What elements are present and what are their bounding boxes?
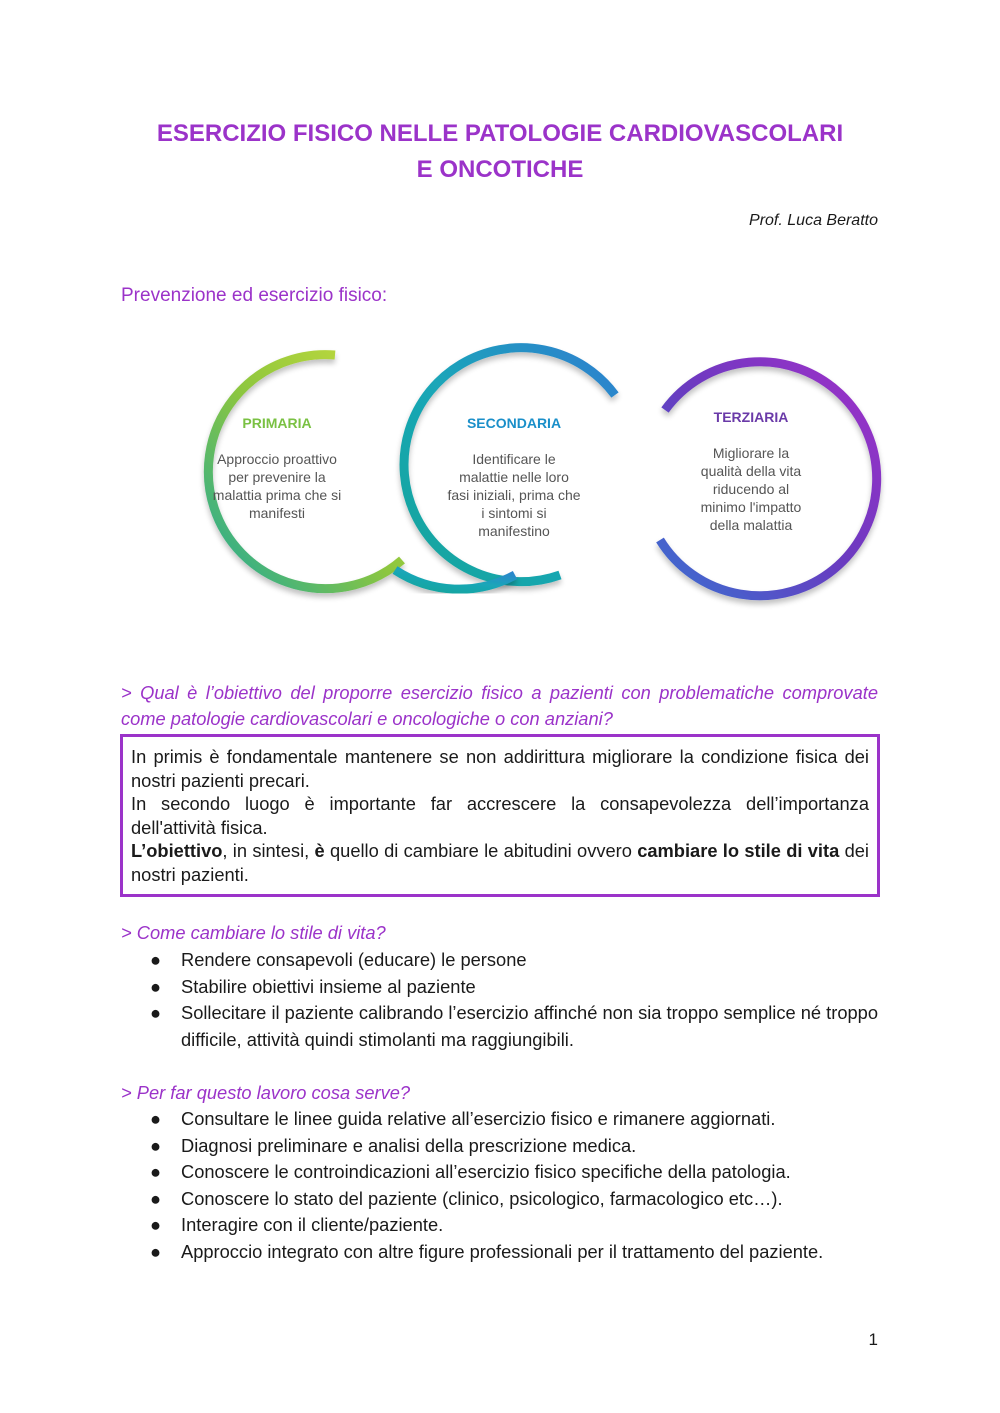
question-objective: > Qual è l’obiettivo del proporre esercizio fisico a pazienti con problematiche comprovate come patologie cardiovascolari e oncologiche o con anziani? <box>121 682 878 729</box>
title-line-1: ESERCIZIO FISICO NELLE PATOLOGIE CARDIOVASCOLARI <box>156 120 844 147</box>
primaria-line-3: malattia prima che si <box>212 487 342 503</box>
bullet-icon: ● <box>150 1108 162 1129</box>
question-lifestyle: > Come cambiare lo stile di vita? <box>121 922 386 943</box>
list-item <box>150 1212 878 1239</box>
terziaria-line-1: Migliorare la <box>712 445 790 461</box>
bullet-icon: ● <box>150 1240 162 1262</box>
section-heading: Prevenzione ed esercizio fisico: <box>121 285 388 306</box>
secondaria-ring-lower <box>395 570 515 589</box>
bullet-icon: ● <box>150 1002 162 1023</box>
list-item-text: Conoscere le controindicazioni all’esercizio fisico specifiche della patologia. <box>181 1161 791 1182</box>
prevention-diagram-svg <box>140 335 890 615</box>
terziaria-line-2: qualità della vita <box>700 463 802 479</box>
list-item-text: Stabilire obiettivi insieme al paziente <box>181 975 476 997</box>
answer-bold-objective: L’obiettivo <box>131 840 223 861</box>
list-item-text: Consultare le linee guida relative all’esercizio fisico e rimanere aggiornati. <box>181 1108 776 1129</box>
bullet-icon: ● <box>150 975 162 997</box>
bullet-icon: ● <box>150 1134 162 1156</box>
secondaria-line-1: Identificare le <box>472 451 556 467</box>
list-item <box>150 1133 878 1160</box>
terziaria-heading: TERZIARIA <box>713 409 789 425</box>
answer-text-2: quello di cambiare le abitudini ovvero <box>324 840 638 861</box>
list-item-text: Conoscere lo stato del paziente (clinico, psicologico, farmacologico etc…). <box>181 1187 783 1209</box>
list-item-text: Diagnosi preliminare e analisi della prescrizione medica. <box>181 1134 637 1156</box>
primaria-line-2: per prevenire la <box>228 469 326 485</box>
terziaria-line-3: riducendo al <box>712 481 790 497</box>
terziaria-line-4: minimo l'impatto <box>700 499 802 515</box>
list-item-text: Interagire con il cliente/paziente. <box>181 1214 444 1235</box>
bullet-icon: ● <box>150 1161 162 1182</box>
bullet-icon: ● <box>150 1187 162 1209</box>
list-item <box>150 1000 878 1053</box>
list-item-text: Approccio integrato con altre figure professionali per il trattamento del paziente. <box>181 1240 824 1262</box>
bullet-icon: ● <box>150 949 162 970</box>
list-item <box>150 1186 878 1213</box>
secondaria-line-2: malattie nelle loro <box>459 469 569 485</box>
answer-paragraph-3 <box>131 839 869 886</box>
list-item <box>150 947 878 974</box>
primaria-line-4: manifesti <box>248 505 306 521</box>
author: Prof. Luca Beratto <box>749 212 878 229</box>
secondaria-line-5: manifestino <box>478 523 550 539</box>
secondaria-heading: SECONDARIA <box>466 415 562 431</box>
title-line-2: E ONCOTICHE <box>416 156 584 183</box>
answer-text-3: dei nostri pazienti. <box>131 840 869 885</box>
secondaria-line-3: fasi iniziali, prima che <box>447 487 581 503</box>
lifestyle-list <box>150 947 878 1053</box>
bullet-icon: ● <box>150 1214 162 1235</box>
list-item <box>150 1239 878 1266</box>
answer-box <box>120 734 880 897</box>
list-item <box>150 1106 878 1133</box>
primaria-heading: PRIMARIA <box>242 415 312 431</box>
list-item <box>150 974 878 1001</box>
list-item-text: Rendere consapevoli (educare) le persone <box>181 949 527 970</box>
primaria-line-1: Approccio proattivo <box>217 451 337 467</box>
document-title <box>100 116 900 188</box>
answer-text-1: , in sintesi, <box>222 840 315 861</box>
answer-bold-lifestyle: cambiare lo stile di vita <box>637 840 840 861</box>
answer-bold-is: è <box>314 840 325 861</box>
answer-paragraph-1: In primis è fondamentale mantenere se non addirittura migliorare la condizione fisica dei nostri pazienti precari. <box>131 746 869 791</box>
terziaria-line-5: della malattia <box>709 517 793 533</box>
secondaria-line-4: i sintomi si <box>481 505 547 521</box>
answer-paragraph-2: In secondo luogo è importante far accrescere la consapevolezza dell’importanza dell'attività fisica. <box>131 793 869 838</box>
list-item <box>150 1159 878 1186</box>
requirements-list <box>150 1106 878 1265</box>
page-number: 1 <box>868 1330 878 1349</box>
question-requirements: > Per far questo lavoro cosa serve? <box>121 1082 411 1103</box>
list-item-text: Sollecitare il paziente calibrando l’esercizio affinché non sia troppo semplice né troppo difficile, attività quindi stimolanti ma raggiungibili. <box>181 1002 878 1050</box>
prevention-diagram <box>140 335 890 615</box>
